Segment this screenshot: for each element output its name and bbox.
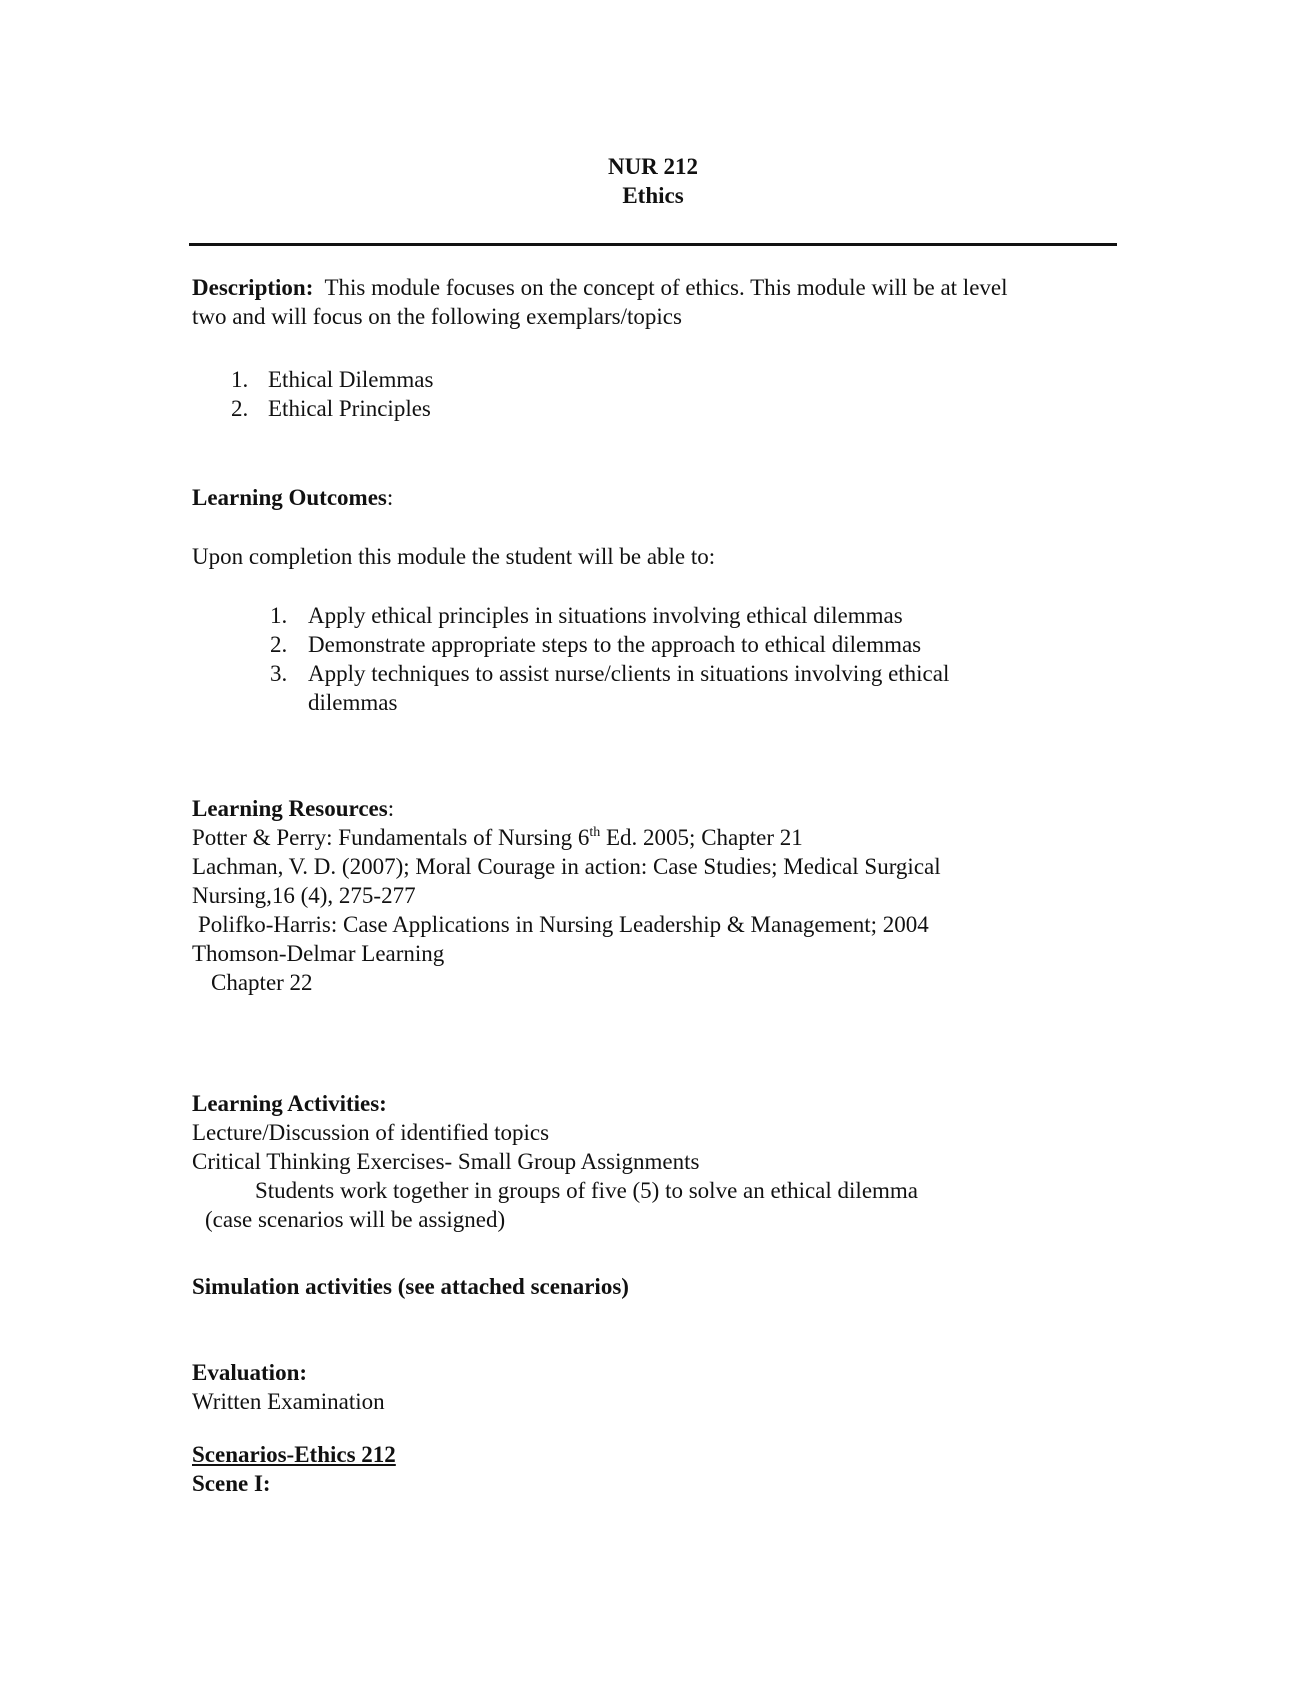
description-section xyxy=(192,273,1112,331)
learning-outcomes-label: Learning Outcomes xyxy=(192,485,387,510)
activity-line4: (case scenarios will be assigned) xyxy=(205,1207,506,1232)
resource-text: Potter & Perry: Fundamentals of Nursing 6 xyxy=(192,825,590,850)
resource-lachman-line1: Lachman, V. D. (2007); Moral Courage in action: Case Studies; Medical Surgical xyxy=(192,854,941,879)
learning-outcomes-heading xyxy=(192,483,1112,512)
module-title: Ethics xyxy=(622,183,684,208)
resource-polifko-line1: Polifko-Harris: Case Applications in Nursing Leadership & Management; 2004 xyxy=(198,912,929,937)
outcome-text-cont: dilemmas xyxy=(308,690,398,715)
resource-polifko-line3: Chapter 22 xyxy=(211,970,313,995)
activity-line1: Lecture/Discussion of identified topics xyxy=(192,1120,550,1145)
list-item: 3. Apply techniques to assist nurse/clients in situations involving ethical dilemmas xyxy=(270,659,1070,717)
description-text-line1: This module focuses on the concept of ethics. This module will be at level xyxy=(324,275,1008,300)
list-item: 2. Demonstrate appropriate steps to the approach to ethical dilemmas xyxy=(270,632,922,657)
ordinal-suffix: th xyxy=(589,825,601,840)
learning-activities-label: Learning Activities: xyxy=(192,1091,387,1116)
list-item: 2. Ethical Principles xyxy=(231,396,431,421)
list-item: 1. Apply ethical principles in situations involving ethical dilemmas xyxy=(270,603,903,628)
learning-resources-colon: : xyxy=(387,796,395,821)
course-code: NUR 212 xyxy=(607,154,699,179)
learning-activities-section xyxy=(192,1089,1112,1234)
learning-outcomes-colon: : xyxy=(386,485,394,510)
outcome-text: Demonstrate appropriate steps to the approach to ethical dilemmas xyxy=(308,632,922,657)
topic-label: Ethical Dilemmas xyxy=(268,367,434,392)
activity-line3: Students work together in groups of five (5) to solve an ethical dilemma xyxy=(255,1178,919,1203)
topics-list xyxy=(231,365,433,423)
activity-line2: Critical Thinking Exercises- Small Group Assignments xyxy=(192,1149,700,1174)
outcome-text: Apply techniques to assist nurse/clients in situations involving ethical xyxy=(308,661,950,686)
learning-outcomes-intro: Upon completion this module the student will be able to: xyxy=(192,544,716,569)
evaluation-section xyxy=(192,1358,1112,1416)
scenarios-heading: Scenarios-Ethics 212 xyxy=(192,1442,396,1467)
learning-resources-label: Learning Resources xyxy=(192,796,388,821)
resource-text-end: Ed. 2005; Chapter 21 xyxy=(600,825,803,850)
description-text-line2: two and will focus on the following exemplars/topics xyxy=(192,304,682,329)
document-header xyxy=(0,152,1306,210)
simulation-activities: Simulation activities (see attached scenarios) xyxy=(192,1274,629,1299)
outcome-text: Apply ethical principles in situations involving ethical dilemmas xyxy=(308,603,903,628)
header-rule xyxy=(189,243,1117,246)
evaluation-label: Evaluation: xyxy=(192,1360,308,1385)
resource-potter-perry xyxy=(192,823,1112,852)
resource-lachman-line2: Nursing,16 (4), 275-277 xyxy=(192,883,416,908)
description-label: Description: xyxy=(192,275,314,300)
learning-resources-section xyxy=(192,794,1112,997)
topic-label: Ethical Principles xyxy=(268,396,431,421)
scenarios-section xyxy=(192,1440,1112,1498)
outcomes-list xyxy=(270,601,1070,717)
scene-label: Scene I: xyxy=(192,1471,271,1496)
evaluation-text: Written Examination xyxy=(192,1389,385,1414)
resource-polifko-line2: Thomson-Delmar Learning xyxy=(192,941,445,966)
list-item: 1. Ethical Dilemmas xyxy=(231,367,434,392)
